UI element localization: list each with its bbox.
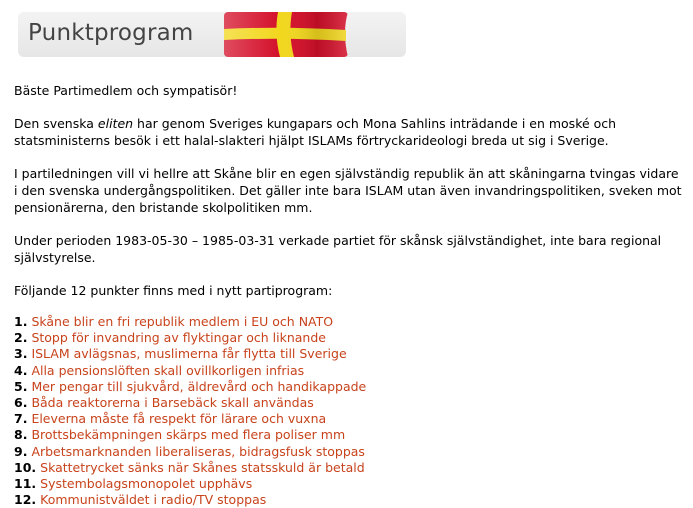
- point-number: 3.: [14, 346, 28, 362]
- policy-paragraph: I partiledningen vill vi hellre att Skåne blir en egen självständig republik än att skåningarna tvingas vidare i den svenska undergångspolitiken. Det gäller inte bara ISLAM utan även invandringspolitiken, sveken mot pensionärerna, den bristande skolpolitiken mm.: [14, 166, 682, 215]
- point-text: Skattetrycket sänks när Skånes statsskuld är betald: [40, 459, 365, 475]
- point-text: Stopp för invandring av flyktingar och liknande: [31, 330, 326, 346]
- page-title: Punktprogram: [28, 20, 194, 46]
- list-item: [14, 314, 684, 330]
- list-intro-paragraph: Följande 12 punkter finns med i nytt partiprogram:: [14, 283, 333, 298]
- article-body: [14, 82, 684, 508]
- point-text: Skåne blir en fri republik medlem i EU och NATO: [31, 314, 334, 329]
- point-text: Arbetsmarknanden liberaliseras, bidragsfusk stoppas: [31, 443, 365, 459]
- list-item: [14, 411, 684, 427]
- list-item: [14, 346, 684, 362]
- point-text: ISLAM avlägsnas, muslimerna får flytta till Sverige: [31, 346, 347, 362]
- point-number: 6.: [14, 394, 28, 410]
- list-item: [14, 427, 684, 443]
- list-item: [14, 476, 684, 492]
- point-text: Kommunistväldet i radio/TV stoppas: [40, 492, 267, 508]
- point-number: 4.: [14, 362, 28, 378]
- point-number: 10.: [14, 459, 37, 475]
- list-item: [14, 379, 684, 395]
- list-item: [14, 395, 684, 411]
- point-number: 9.: [14, 443, 28, 459]
- point-number: 7.: [14, 411, 28, 427]
- history-paragraph: Under perioden 1983-05-30 – 1985-03-31 verkade partiet för skånsk självständighet, inte bara regional självstyrelse.: [14, 233, 662, 265]
- point-number: 1.: [14, 314, 28, 329]
- list-item: [14, 363, 684, 379]
- list-item: [14, 330, 684, 346]
- flag-graphic: [224, 12, 348, 57]
- header-banner: [18, 12, 406, 57]
- point-number: 8.: [14, 427, 28, 443]
- list-item: [14, 460, 684, 476]
- point-text: Systembolagsmonopolet upphävs: [40, 475, 253, 491]
- point-text: Eleverna måste få respekt för lärare och vuxna: [31, 411, 327, 427]
- point-number: 11.: [14, 475, 37, 491]
- point-number: 5.: [14, 378, 28, 394]
- greeting-paragraph: Bäste Partimedlem och sympatisör!: [14, 83, 238, 98]
- intro-paragraph: Den svenska eliten har genom Sveriges kungapars och Mona Sahlins inträdande i en moské och statsministerns besök i ett halal-slakteri hjälpt ISLAMs förtryckarideologi breda ut sig i Sverige.: [14, 116, 617, 148]
- point-text: Alla pensionslöften skall ovillkorligen infrias: [31, 362, 305, 378]
- point-text: Brottsbekämpningen skärps med flera poliser mm: [31, 427, 346, 443]
- point-text: Båda reaktorerna i Barsebäck skall användas: [31, 394, 314, 410]
- emphasis-eliten: eliten: [97, 116, 134, 131]
- point-number: 2.: [14, 330, 28, 346]
- scanian-flag-image: [224, 12, 348, 57]
- list-item: [14, 444, 684, 460]
- point-number: 12.: [14, 492, 37, 508]
- list-item: [14, 492, 684, 508]
- point-text: Mer pengar till sjukvård, äldrevård och handikappade: [31, 378, 367, 394]
- points-list: [14, 314, 684, 508]
